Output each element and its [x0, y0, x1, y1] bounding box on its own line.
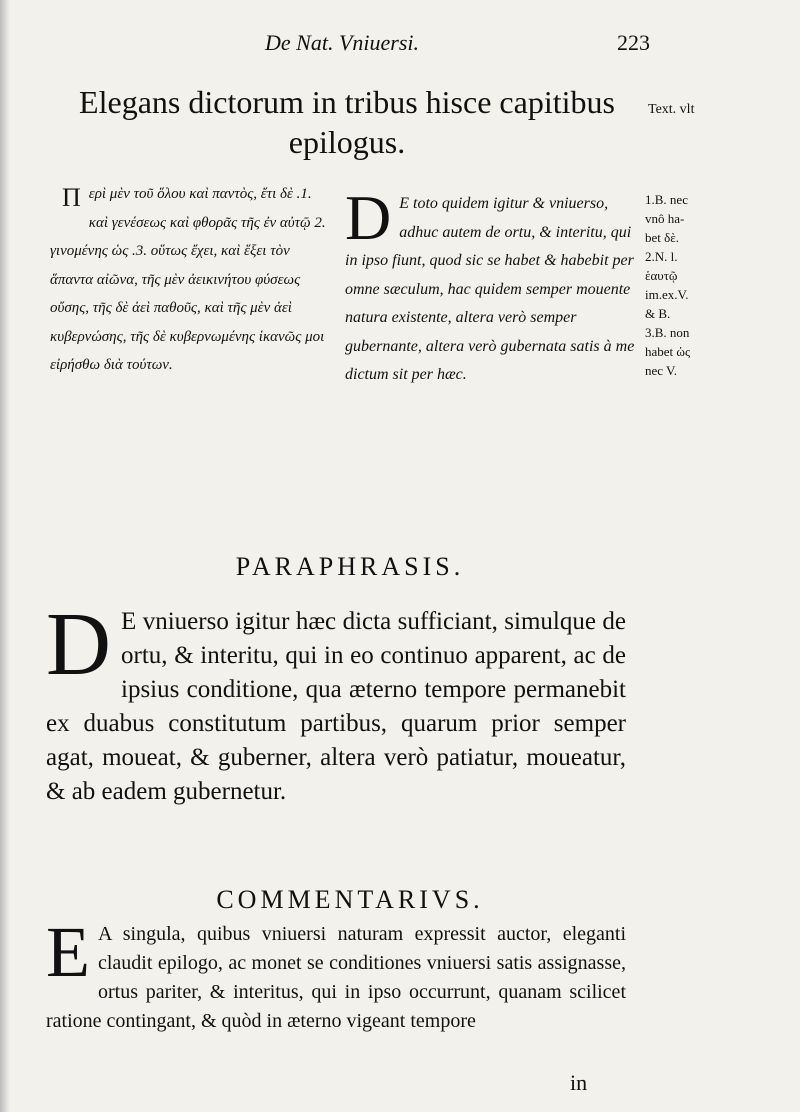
note-line: 3.B. non — [645, 325, 690, 340]
note-line: im.ex.V. — [645, 287, 689, 302]
note-line: habet ὡς — [645, 344, 691, 359]
greek-column — [50, 180, 330, 380]
section-title: Elegans dictorum in tribus hisce capitibus epilogus. — [79, 84, 615, 160]
note-line: & B. — [645, 306, 671, 321]
margin-label: Text. vlt — [648, 102, 695, 117]
catchword: in — [570, 1070, 588, 1095]
note-line: 2.N. l. — [645, 249, 678, 264]
latin-text: E toto quidem igitur & vniuerso, adhuc autem de ortu, & interitu, qui in ipso fiunt, quod sic se habet & habebit per omne sæculum, hac quidem semper mouente natura existente, altera verò semper gubernante, altera verò gubernata satis à me dictum sit per hæc. — [345, 195, 635, 383]
commentarius-body — [46, 912, 626, 1036]
note-line: bet δὲ. — [645, 230, 679, 245]
commentarius-text: A singula, quibus vniuersi naturam expressit auctor, eleganti claudit epilogo, ac monet se conditiones vniuersi satis assignasse, ortus pariter, & interitus, qui in ipso occurrunt, quanam scilicet ratione contingant, & quòd in æterno vigeant tempore — [46, 923, 626, 1032]
commentarius-heading: COMMENTARIVS. — [216, 885, 484, 914]
greek-initial: Π — [62, 183, 81, 212]
paraphrasis-initial: D — [46, 595, 111, 694]
latin-column — [345, 182, 635, 390]
commentarius-initial: E — [46, 912, 90, 992]
paraphrasis-body — [46, 595, 626, 809]
page-number: 223 — [617, 30, 650, 55]
note-line: ἑαυτῷ — [645, 268, 678, 283]
note-line: vnô ha- — [645, 211, 685, 226]
paraphrasis-text: E vniuerso igitur hæc dicta sufficiant, simulque de ortu, & interitu, qui in eo continuo apparent, ac de ipsius conditione, qua æterno tempore permanebit ex duabus constitutum partibus, quarum prior semper agat, moueat, & guberner, altera verò patiatur, moueatur, & ab eadem gubernetur. — [46, 608, 626, 805]
latin-initial: D — [345, 182, 392, 253]
paraphrasis-heading: PARAPHRASIS. — [235, 552, 465, 581]
note-line: nec V. — [645, 363, 678, 378]
running-title: De Nat. Vniuersi. — [265, 30, 419, 55]
marginal-notes — [645, 190, 755, 380]
greek-text: ερὶ μὲν τοῦ ὅλου καὶ παντὸς, ἔτι δὲ .1. καὶ γενέσεως καὶ φθορᾶς τῆς ἐν αὐτῷ 2. γινομένης ὡς .3. οὕτως ἔχει, καὶ ἕξει τὸν ἅπαντα αἰῶνα, τῆς μὲν ἀεικινήτου φύσεως οὔσης, τῆς δὲ ἀεὶ παθοῦς, καὶ τῆς μὲν ἀεὶ κυβερνώσης, τῆς δὲ κυβερνωμένης ἱκανῶς μοι εἰρήσθω διὰ τούτων. — [50, 186, 326, 373]
note-line: 1.B. nec — [645, 192, 688, 207]
